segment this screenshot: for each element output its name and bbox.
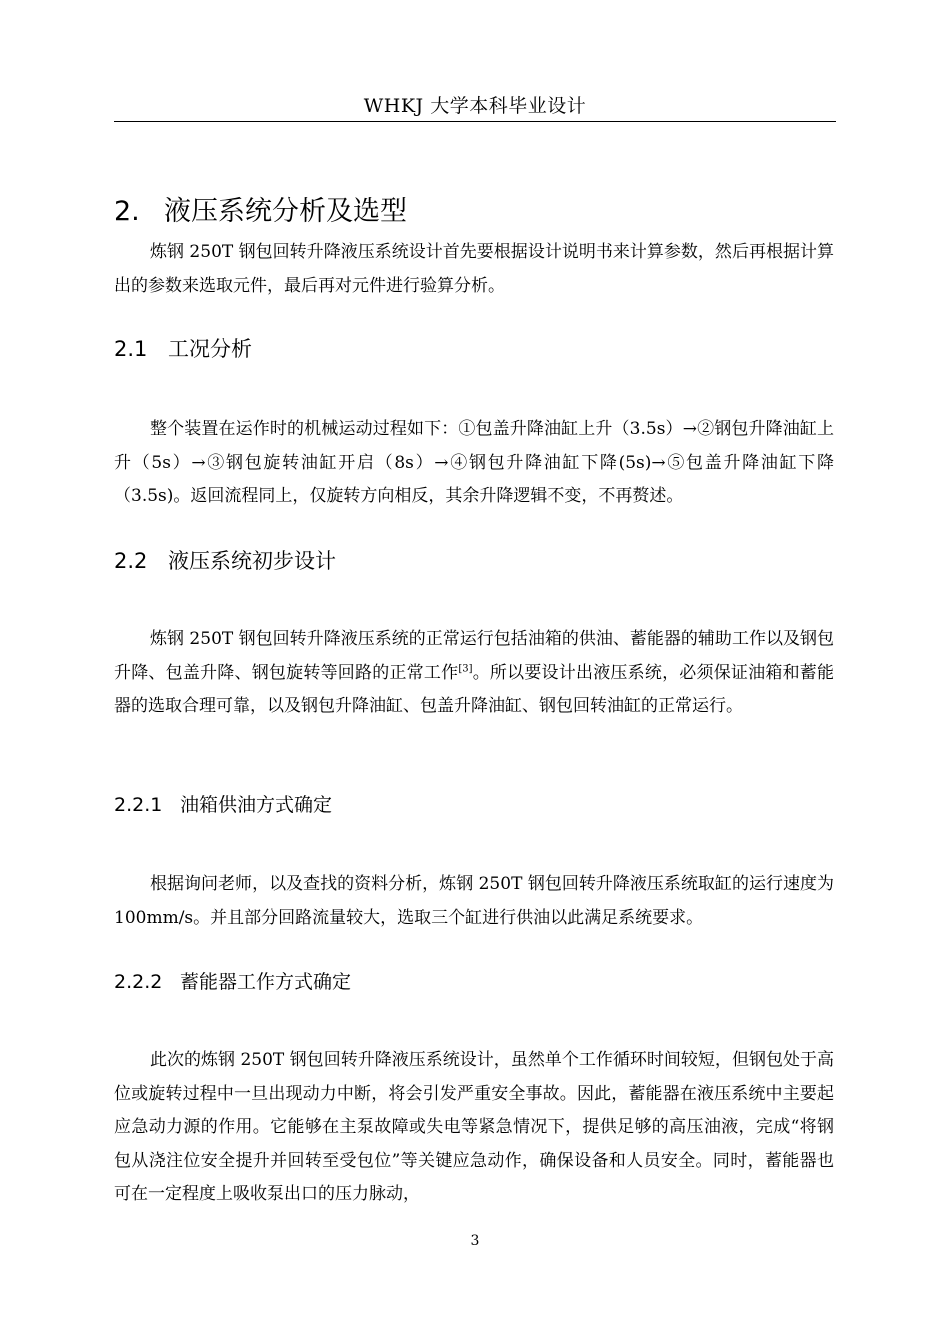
- section-title: 工况分析: [168, 337, 252, 361]
- section-title: 液压系统初步设计: [168, 549, 336, 573]
- section-title: 液压系统分析及选型: [164, 196, 407, 227]
- section-2-2-2-heading: [114, 968, 351, 996]
- section-title: 油箱供油方式确定: [180, 794, 333, 816]
- page-header: WHKJ 大学本科毕业设计: [363, 95, 587, 117]
- section-number: 2.2.2: [114, 971, 163, 993]
- section-2-intro: 炼钢 250T 钢包回转升降液压系统设计首先要根据设计说明书来计算参数，然后再根据计算出的参数来选取元件，最后再对元件进行验算分析。: [114, 242, 834, 296]
- section-2-2-heading: [114, 546, 336, 576]
- page-number: 3: [470, 1233, 480, 1249]
- section-2-2-2-body: 此次的炼钢 250T 钢包回转升降液压系统设计，虽然单个工作循环时间较短，但钢包处于高位或旋转过程中一旦出现动力中断，将会引发严重安全事故。因此，蓄能器在液压系统中主要起应急动力源的作用。它能够在主泵故障或失电等紧急情况下，提供足够的高压油液，完成“将钢包从浇注位安全提升并回转至受包位”等关键应急动作，确保设备和人员安全。同时，蓄能器也可在一定程度上吸收泵出口的压力脉动，: [114, 1050, 834, 1204]
- section-2-2-1-body: 根据询问老师，以及查找的资料分析，炼钢 250T 钢包回转升降液压系统取缸的运行速度为 100mm/s。并且部分回路流量较大，选取三个缸进行供油以此满足系统要求。: [114, 874, 834, 928]
- section-number: 2.2: [114, 549, 148, 573]
- section-number: 2.: [114, 196, 140, 227]
- body-text: 。所以要设计出液压系统，必须保证油箱和蓄能器的选取合理可靠，以及钢包升降油缸、包盖升降油缸、钢包回转油缸的正常运行。: [114, 662, 835, 716]
- section-number: 2.2.1: [114, 794, 163, 816]
- section-2-2-body: [114, 623, 834, 724]
- section-2-1-heading: [114, 334, 252, 364]
- section-2-1-body: 整个装置在运作时的机械运动过程如下：①包盖升降油缸上升（3.5s）→②钢包升降油缸上升（5s）→③钢包旋转油缸开启（8s）→④钢包升降油缸下降(5s)→⑤包盖升降油缸下降（3.5s)。返回流程同上，仅旋转方向相反，其余升降逻辑不变，不再赘述。: [114, 419, 834, 506]
- header-rule: [114, 121, 836, 122]
- body-text: 炼钢 250T 钢包回转升降液压系统的正常运行包括油箱的供油、蓄能器的辅助工作以及钢包升降、包盖升降、钢包旋转等回路的正常工作: [114, 629, 834, 683]
- section-2-2-1-heading: [114, 791, 332, 819]
- section-number: 2.1: [114, 337, 148, 361]
- citation-ref[interactable]: [3]: [458, 662, 473, 674]
- section-2-heading: [114, 192, 407, 232]
- section-title: 蓄能器工作方式确定: [180, 971, 352, 993]
